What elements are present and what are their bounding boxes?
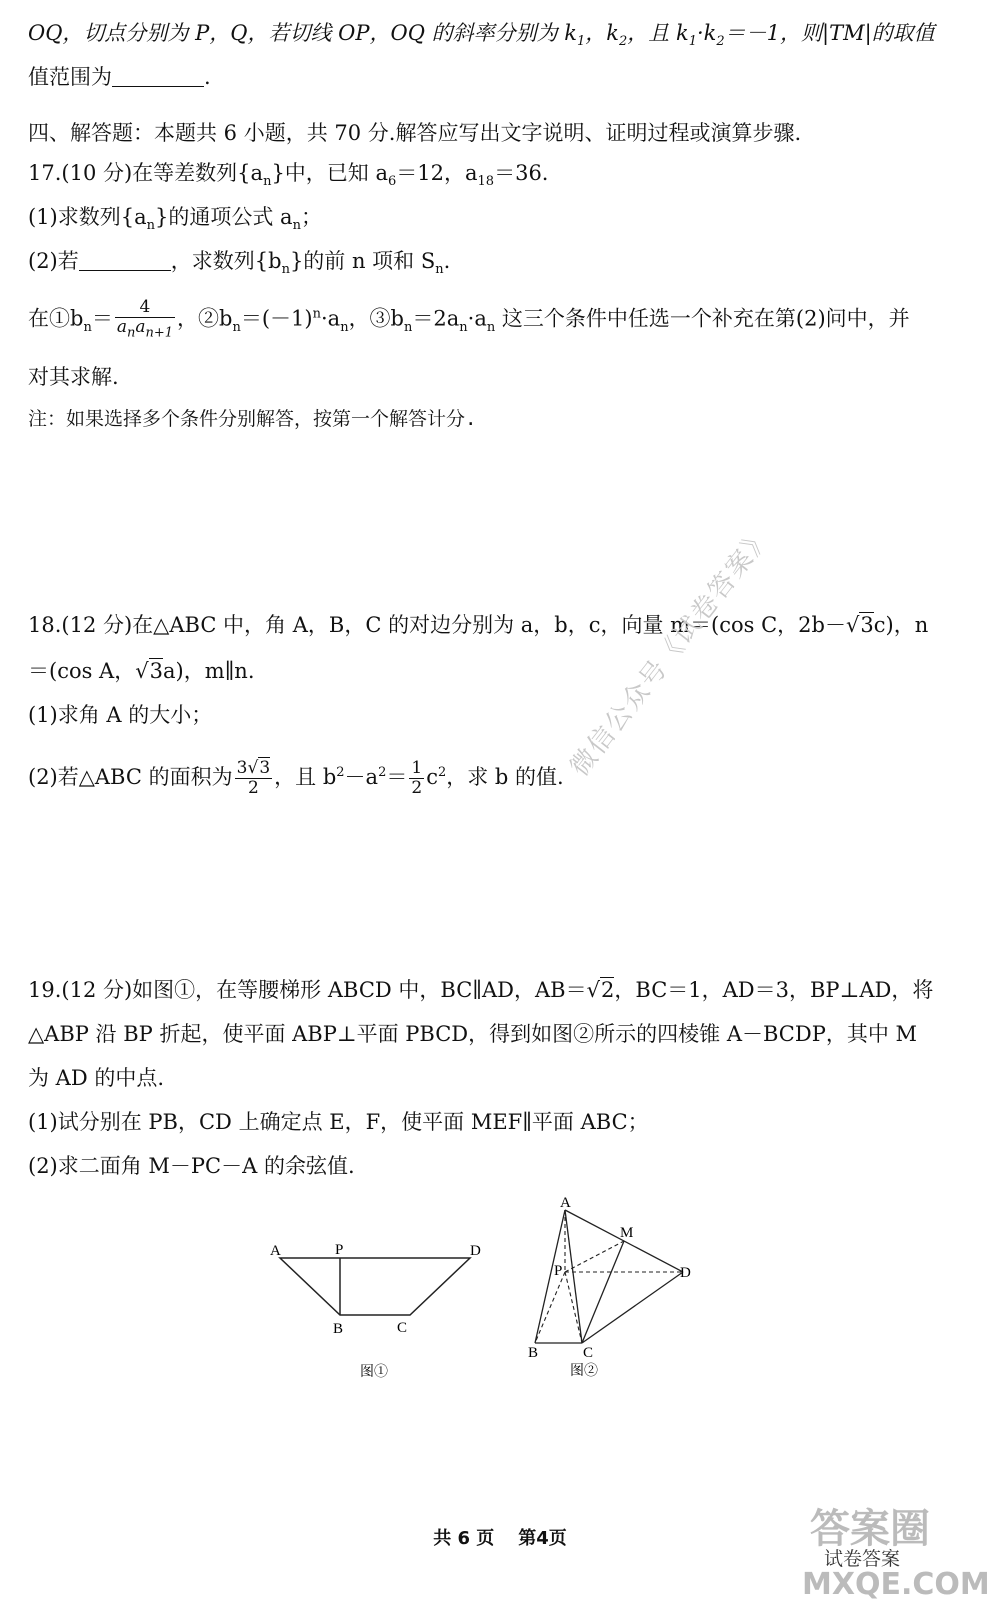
sqrt-symbol: √: [845, 613, 860, 637]
sqrt-symbol: √: [135, 659, 149, 683]
label-c: C: [583, 1345, 594, 1361]
label-b: B: [528, 1345, 539, 1361]
figure-2-caption: 图②: [570, 1364, 598, 1379]
condition-blank: [79, 248, 171, 271]
q19-part1: (1)试分别在 PB，CD 上确定点 E，F，使平面 MEF∥平面 ABC；: [28, 1110, 649, 1134]
label-p: P: [554, 1263, 563, 1279]
q19-statement: 19.(12 分)如图①，在等腰梯形 ABCD 中，BC∥AD，AB＝√2，BC＝1，AD＝3，BP⊥AD，将: [28, 978, 934, 1002]
watermark: 微信公众号《试卷答案》: [564, 520, 779, 783]
page-number: 第4页: [518, 1528, 567, 1549]
label-b: B: [333, 1321, 344, 1337]
figure-1-caption: 图①: [360, 1365, 388, 1380]
total-pages: 共 6 页: [433, 1528, 495, 1549]
logo-brand: 答案圈: [810, 1506, 930, 1552]
q18-statement-cont: ＝(cos A，√3a)，m∥n.: [28, 659, 255, 683]
label-d: D: [470, 1243, 481, 1259]
segment-pm: [565, 1241, 624, 1272]
problem16-continuation: OQ，切点分别为 P，Q，若切线 OP，OQ 的斜率分别为 $k_1$，$k_2$，且 $k_1\cdot k_2=-1$，则|TM|的取值: [28, 21, 935, 50]
fraction-one-half: $\frac{1}{2}$: [411, 758, 423, 798]
q17-statement: 17.(10 分)在等差数列$\{a_n\}$中，已知 $a_6=12$，$a_{18}=36$.: [28, 161, 549, 190]
q17-conditions: 在$①b_n=$ $\frac{4}{a_na_{n+1}}$ ，$②b_n=(-1)^n\cdot a_n$，$③b_n=2a_n\cdot a_n$ 这三个条件中任选一个补充在第(2)问中，并: [28, 297, 910, 341]
site-logo-stamp: [792, 1490, 992, 1600]
q19-part2: (2)求二面角 M－PC－A 的余弦值.: [28, 1154, 355, 1178]
logo-small: 试卷答案: [824, 1548, 901, 1570]
q17-part2: (2)若 ，求数列$\{b_n\}$的前 n 项和 $S_n$.: [28, 249, 451, 278]
logo-site: MXQE.COM: [802, 1567, 990, 1600]
answer-blank: [112, 64, 204, 87]
fraction-4-over-an-an1: $\frac{4}{a_na_{n+1}}$: [116, 297, 174, 341]
q17-conditions-end: 对其求解.: [28, 365, 119, 389]
problem16-answer-line: 值范围为 .: [28, 65, 211, 89]
label-m: M: [620, 1225, 634, 1241]
q18-part1: (1)求角 A 的大小；: [28, 703, 213, 727]
label-d: D: [680, 1265, 691, 1281]
figure-1-trapezoid: [260, 1230, 500, 1390]
q19-statement-end: 为 AD 的中点.: [28, 1066, 165, 1090]
q18-statement: 18.(12 分)在△ABC 中，角 A，B，C 的对边分别为 a，b，c，向量 m＝(cos C，2b－√3c)，n: [28, 613, 929, 637]
label-a: A: [560, 1195, 571, 1211]
section4-heading: 四、解答题：本题共 6 小题，共 70 分.解答应写出文字说明、证明过程或演算步骤.: [28, 121, 802, 145]
trapezoid-outline: [280, 1258, 470, 1315]
label-a: A: [270, 1243, 281, 1259]
q18-part2: (2)若△ABC 的面积为 $\frac{3√3}{2}$ ，且 $b^2-a^2=$ $\frac{1}{2}$ $c^2$，求 b 的值.: [28, 758, 564, 798]
fraction-area: $\frac{3√3}{2}$: [236, 758, 271, 798]
sqrt-symbol: √: [586, 978, 601, 1002]
label-c: C: [397, 1320, 408, 1336]
q17-part1: (1)求数列$\{a_n\}$的通项公式 $a_n$；: [28, 205, 322, 234]
segment-pb: [535, 1272, 565, 1343]
q17-note: 注：如果选择多个条件分别解答，按第一个解答计分.: [28, 408, 477, 430]
segment-pc: [565, 1272, 582, 1343]
figure-2-pyramid: [520, 1195, 710, 1385]
label-p: P: [335, 1242, 344, 1258]
edge-ac: [565, 1210, 582, 1343]
q19-statement-cont: △ABP 沿 BP 折起，使平面 ABP⊥平面 PBCD，得到如图②所示的四棱锥 A－BCDP，其中 M: [28, 1022, 918, 1046]
